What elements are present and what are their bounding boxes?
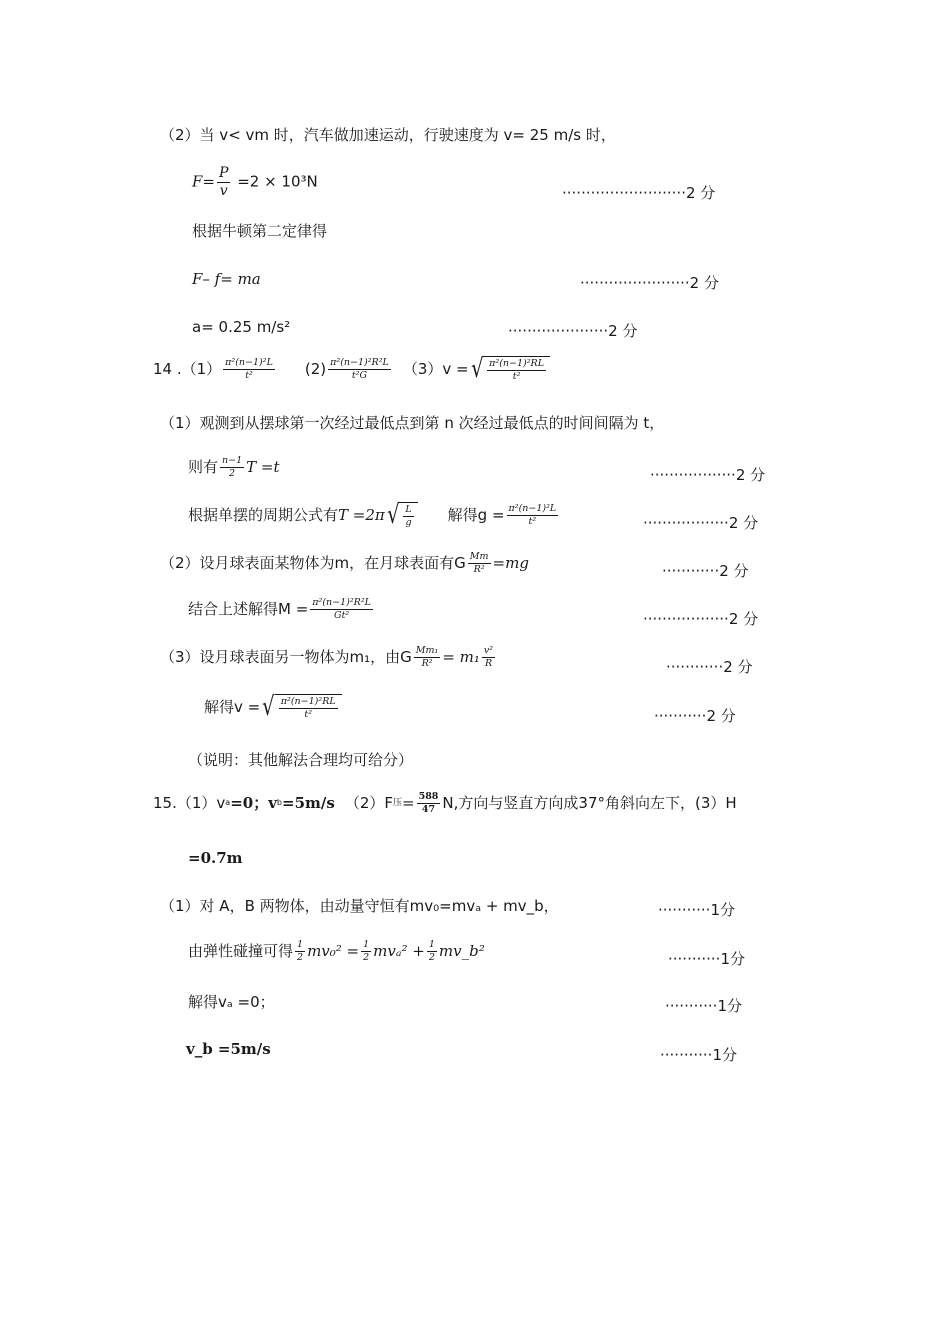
- q15-answers-line1: [153, 792, 737, 815]
- q14-solve-v-frac: [279, 697, 338, 720]
- q14-ans2-frac: [328, 358, 391, 381]
- q13-part2-intro: （2）当 v< vm 时，汽车做加速运动，行驶速度为 v= 25 m/s 时，: [160, 126, 616, 144]
- q15-half-1: $\frac{1}{2}$: [297, 939, 304, 963]
- q14-answers-label: 14 .（1）: [153, 359, 222, 378]
- q14-pendulum-num: L: [405, 503, 412, 515]
- q14-part3-den: R²: [421, 657, 433, 669]
- score-q15-3: ···········1分: [665, 997, 742, 1015]
- q15-elastic-eq1: mv₀² =: [307, 941, 360, 960]
- q15-f-eq: =: [402, 793, 415, 812]
- score-q15-4: ···········1分: [660, 1046, 737, 1064]
- q14-ans1-num: π²(n−1)²L: [225, 356, 273, 368]
- score-q13-1: ··························2 分: [562, 184, 716, 202]
- q15-f-frac: [417, 792, 441, 815]
- q15-elastic-text: 由弹性碰撞可得: [188, 941, 294, 960]
- q14-part1-intro: （1）观测到从摆球第一次经过最低点到第 n 次经过最低点的时间间隔为 t，: [160, 414, 665, 432]
- q14-combine-text: 结合上述解得M =: [188, 599, 309, 618]
- q15-elastic-eq3: mv_b²: [438, 941, 485, 960]
- q14-combine-num: π²(n−1)²R²L: [312, 597, 371, 608]
- q14-part2-eq: [160, 552, 529, 575]
- score-q14-2: ··················2 分: [643, 514, 759, 532]
- q14-part3-frac2: [482, 646, 495, 669]
- q15-vb-line: v_b =5m/s: [186, 1040, 271, 1058]
- q14-then-eq: [188, 456, 280, 479]
- q15-vb-val: =5m/s: [282, 793, 335, 812]
- q15-answers-line2: =0.7m: [188, 849, 243, 867]
- q14-pendulum-lhs: T =2π: [338, 505, 385, 524]
- q14-pendulum-sqrt: √ $\frac{L}{g}$: [385, 502, 418, 528]
- q14-solve-v-num: π²(n−1)²RL: [280, 695, 336, 707]
- q15-f-tail: N,方向与竖直方向成37°角斜向左下，(3）H: [442, 793, 737, 812]
- q14-solve-g-num: π²(n−1)²L: [508, 502, 557, 514]
- q14-part2-rhs: =mg: [492, 553, 529, 572]
- q14-ans2-den: t²G: [351, 369, 368, 381]
- q15-elastic-eq2: mvₐ² +: [373, 941, 425, 960]
- q14-ans3-sqrt: √ $\frac{\text{π²(n−1)²RL}}{\text{t²}}$: [469, 356, 550, 382]
- q15-f-num: 588: [418, 791, 439, 802]
- q14-ans3-num: π²(n−1)²RL: [489, 357, 545, 369]
- q14-combine-eq: [188, 598, 375, 621]
- q14-solve-g-label: 解得g =: [447, 505, 505, 524]
- q14-then-den: 2: [229, 467, 236, 479]
- q14-ans2-num: π²(n−1)²R²L: [330, 356, 389, 368]
- q14-ans1-frac: [223, 358, 275, 381]
- q14-pendulum-frac: [403, 505, 413, 528]
- q14-part3-num2: v²: [483, 645, 494, 656]
- q14-solve-v-sqrt: √ $\frac{\text{π²(n−1)²RL}}{\text{t²}}$: [260, 694, 341, 720]
- q14-solve-v-label: 解得v =: [204, 697, 261, 716]
- q13-newton-text: 根据牛顿第二定律得: [192, 222, 328, 240]
- q13-eq1-lhs: F=: [192, 172, 215, 191]
- q15-half-3: $\frac{1}{2}$: [428, 939, 435, 963]
- q14-solve-g-frac: [507, 504, 559, 527]
- q15-vb-sub: b: [276, 798, 282, 808]
- score-q13-3: ·····················2 分: [508, 322, 638, 340]
- score-q13-2: ·······················2 分: [580, 274, 719, 292]
- q15-answers-label: 15.（1）v: [153, 793, 226, 812]
- q14-pendulum-eq: [188, 502, 560, 528]
- q15-f-den: 47: [421, 803, 436, 815]
- q15-part2-label: （2）F: [344, 793, 393, 812]
- q14-part3-mid: = m₁: [442, 647, 480, 666]
- q14-pendulum-text: 根据单摆的周期公式有: [188, 505, 339, 524]
- q15-va-sub: a: [225, 798, 231, 808]
- score-q14-6: ···········2 分: [654, 707, 736, 725]
- q14-part3-num: Mm₁: [415, 645, 439, 656]
- q14-part2-num: Mm: [469, 551, 489, 562]
- q13-eq1-frac: [217, 166, 230, 198]
- q14-solve-g-den: t²: [528, 515, 537, 527]
- q15-half-2: $\frac{1}{2}$: [363, 939, 370, 963]
- q14-solve-v-eq: [204, 694, 342, 720]
- q15-solve-text: 解得vₐ =0；: [188, 993, 275, 1011]
- q14-pendulum-den: g: [405, 516, 412, 528]
- score-q14-1: ··················2 分: [650, 466, 766, 484]
- q15-f-sub: 压: [392, 797, 402, 808]
- q14-part3-eq: [160, 646, 497, 669]
- q14-part2-den: R²: [473, 563, 485, 575]
- q14-then-frac: [220, 456, 244, 479]
- q14-answers: [153, 356, 550, 382]
- q14-ans1-den: t²: [245, 369, 253, 381]
- q13-eq4: a= 0.25 m/s²: [192, 318, 291, 336]
- q14-part2-intro: （2）设月球表面某物体为m，在月球表面有G: [160, 553, 466, 572]
- q15-va-val: =0；v: [230, 793, 277, 812]
- score-q14-3: ············2 分: [662, 562, 749, 580]
- q14-note: （说明：其他解法合理均可给分）: [188, 751, 414, 769]
- q14-part3-intro: （3）设月球表面另一物体为m₁，由G: [160, 647, 412, 666]
- q14-ans3-den: t²: [512, 370, 521, 382]
- q13-eq1: [192, 166, 318, 198]
- score-q15-2: ···········1分: [668, 950, 745, 968]
- q14-ans3-label: （3）v =: [402, 359, 469, 378]
- q14-part2-frac: [468, 552, 491, 575]
- q14-combine-den: Gt²: [334, 609, 350, 621]
- q14-ans3-frac: [487, 359, 546, 382]
- q14-then-rhs: T =t: [246, 457, 280, 476]
- q15-elastic-eq: [188, 940, 485, 963]
- q14-part3-den2: R: [484, 657, 493, 669]
- q13-eq1-rhs: =2 × 10³N: [237, 172, 318, 191]
- q13-eq1-den: v: [219, 182, 228, 199]
- score-q14-5: ············2 分: [666, 658, 753, 676]
- q13-eq1-num: P: [218, 165, 229, 181]
- score-q14-4: ··················2 分: [643, 610, 759, 628]
- q15-part1-intro: （1）对 A，B 两物体，由动量守恒有mv₀=mvₐ + mv_b，: [160, 897, 559, 915]
- q14-part3-frac: [414, 646, 441, 669]
- q13-eq3: F– f= ma: [192, 270, 261, 288]
- q14-then-label: 则有: [188, 457, 219, 476]
- q14-then-num: n−1: [222, 455, 243, 466]
- q14-combine-frac: [310, 598, 373, 621]
- q14-solve-v-den: t²: [304, 708, 313, 720]
- q14-ans2-label: (2): [304, 359, 327, 378]
- score-q15-1: ···········1分: [658, 901, 735, 919]
